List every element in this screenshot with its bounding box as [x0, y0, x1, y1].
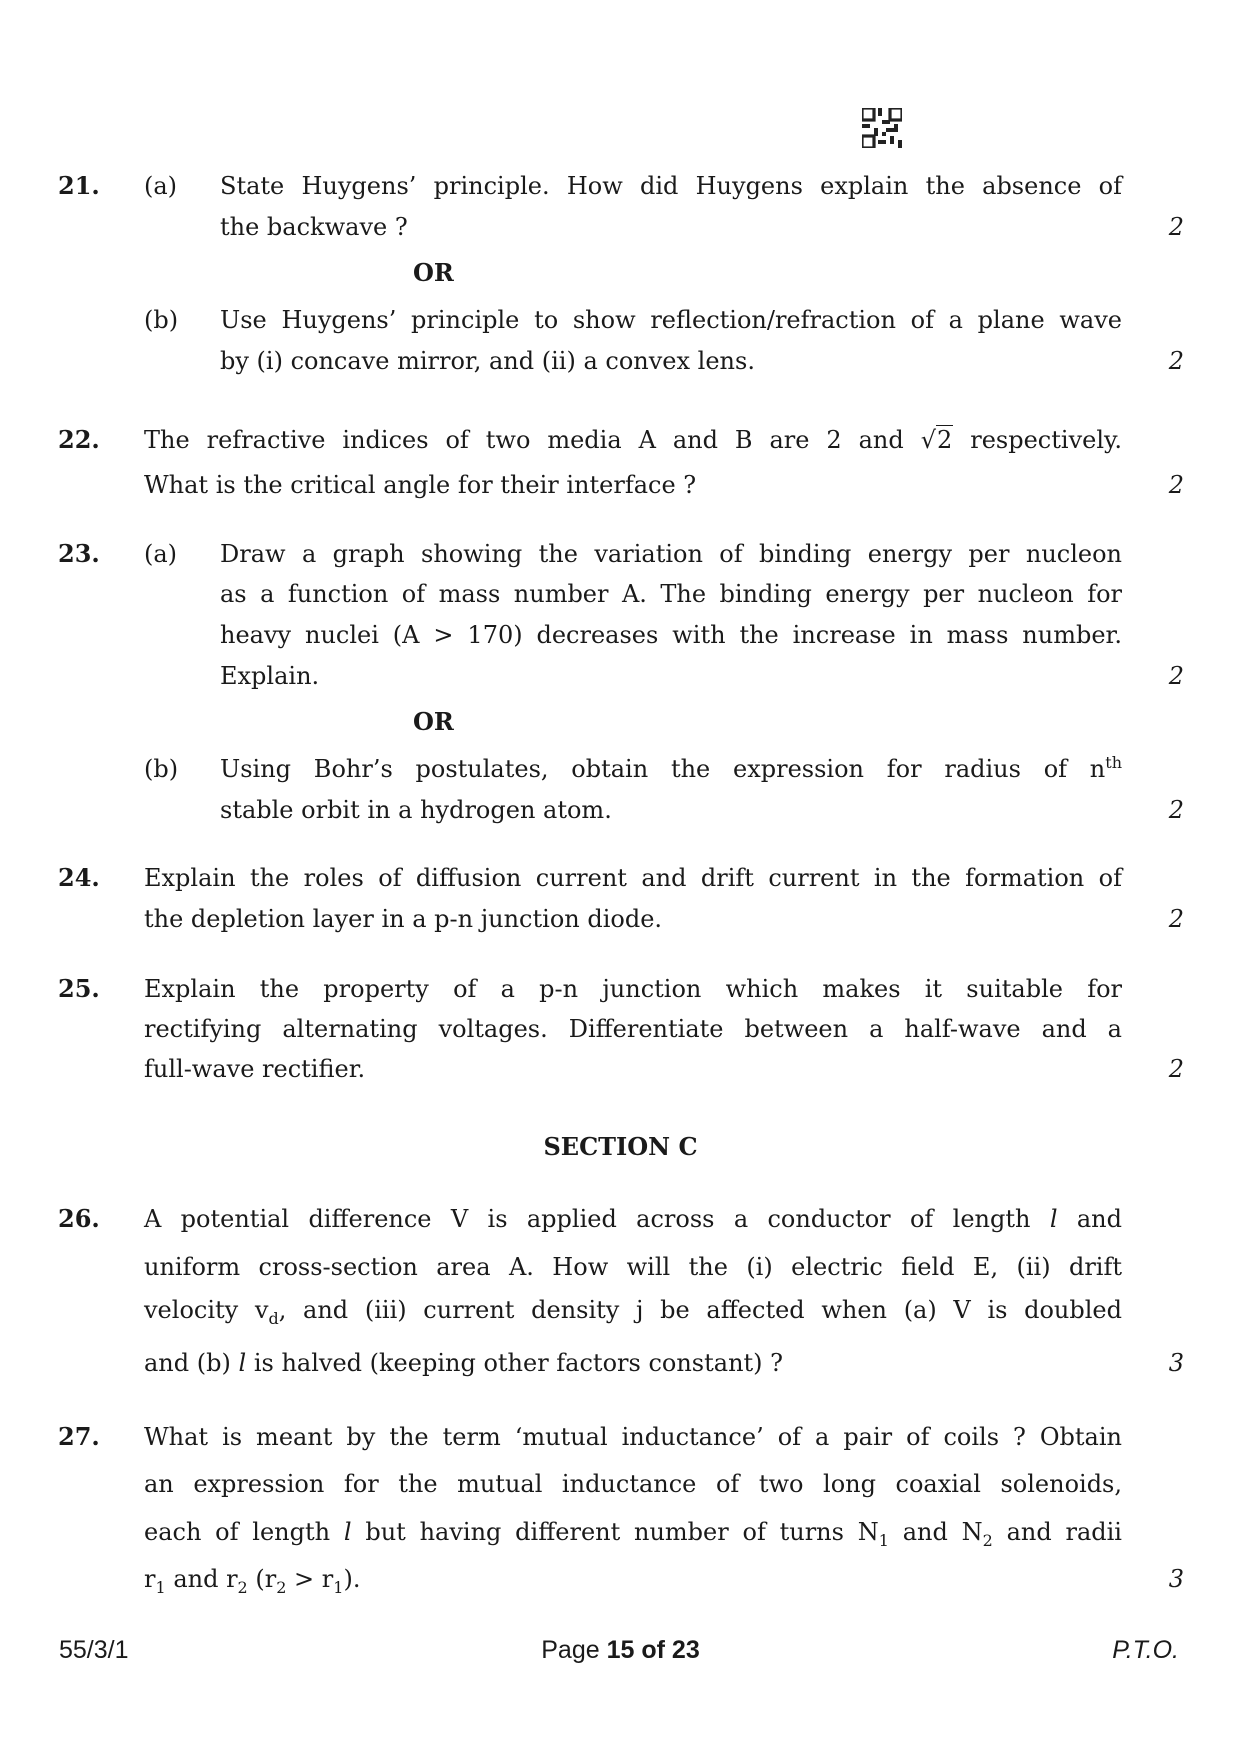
text: and (b): [144, 1349, 231, 1377]
sqrt-value: 2: [937, 426, 953, 454]
marks: 2: [1168, 347, 1184, 375]
question-text: [144, 1517, 1122, 1550]
question-text: the backwave ?: [220, 213, 408, 241]
question-text: as a function of mass number A. The binding energy per nucleon for: [220, 580, 1122, 608]
qr-code: [862, 108, 902, 148]
question-text: [144, 425, 1122, 455]
marks: 2: [1168, 796, 1184, 824]
marks: 2: [1168, 662, 1184, 690]
question-number: 27.: [58, 1422, 100, 1451]
question-text: [144, 1204, 1122, 1234]
or-divider: OR: [413, 258, 454, 287]
question-text: heavy nuclei (A > 170) decreases with the increase in mass number.: [220, 621, 1122, 649]
paper-code: 55/3/1: [59, 1636, 129, 1664]
part-label: (b): [144, 306, 179, 334]
text: but having different number of turns N: [365, 1518, 879, 1546]
question-text: Explain.: [220, 662, 320, 690]
text: 23: [671, 1636, 700, 1664]
question-number: 25.: [58, 974, 100, 1003]
marks: 2: [1168, 213, 1184, 241]
marks: 2: [1168, 1055, 1184, 1083]
symbol-l: l: [343, 1518, 352, 1546]
subscript: 2: [237, 1577, 248, 1597]
text: and r: [173, 1565, 238, 1593]
pto-label: P.T.O.: [1112, 1636, 1179, 1664]
sqrt-symbol: √: [920, 426, 937, 454]
question-text: an expression for the mutual inductance of two long coaxial solenoids,: [144, 1470, 1122, 1498]
text: ).: [343, 1565, 361, 1593]
part-label: (a): [144, 172, 178, 200]
section-heading: SECTION C: [543, 1132, 698, 1161]
symbol-l: l: [238, 1349, 247, 1377]
text: >: [294, 1565, 315, 1593]
question-text: [144, 1348, 1122, 1378]
subscript: d: [268, 1308, 279, 1328]
question-text: by (i) concave mirror, and (ii) a convex lens.: [220, 347, 755, 375]
page-number: [0, 1636, 1241, 1665]
question-number: 23.: [58, 539, 100, 568]
part-label: (a): [144, 540, 178, 568]
text: r: [144, 1565, 156, 1593]
symbol-l: l: [1049, 1205, 1058, 1233]
text: is halved (keeping other factors constant) ?: [253, 1349, 784, 1377]
superscript: th: [1105, 753, 1122, 772]
question-text: What is meant by the term ‘mutual inductance’ of a pair of coils ? Obtain: [144, 1423, 1122, 1451]
marks: 3: [1168, 1349, 1184, 1377]
question-text: Explain the property of a p-n junction which makes it suitable for: [144, 975, 1122, 1003]
text: (r: [255, 1565, 277, 1593]
question-text: uniform cross-section area A. How will the (i) electric field E, (ii) drift: [144, 1253, 1122, 1281]
question-number: 22.: [58, 425, 100, 454]
text: A potential difference V is applied across a conductor of length: [144, 1205, 1031, 1233]
text: and: [1076, 1205, 1122, 1233]
question-text: full-wave rectifier.: [144, 1055, 366, 1083]
question-text: Use Huygens’ principle to show reflection/refraction of a plane wave: [220, 306, 1122, 334]
question-number: 24.: [58, 863, 100, 892]
text: r: [321, 1565, 334, 1593]
text: Using Bohr’s postulates, obtain the expression for radius of n: [220, 755, 1106, 783]
text: 15: [606, 1636, 635, 1664]
subscript: 2: [276, 1577, 287, 1597]
question-text: Draw a graph showing the variation of binding energy per nucleon: [220, 540, 1122, 568]
text: and radii: [1006, 1518, 1122, 1546]
text: , and (iii) current density j be affected when (a) V is doubled: [278, 1296, 1122, 1324]
question-text: [144, 1295, 1122, 1328]
question-number: 21.: [58, 171, 100, 200]
marks: 3: [1168, 1565, 1184, 1593]
question-text: [144, 1564, 1122, 1597]
or-divider: OR: [413, 707, 454, 736]
text: velocity v: [144, 1296, 269, 1324]
question-text: [220, 754, 1122, 784]
subscript: 2: [982, 1530, 993, 1550]
subscript: 1: [333, 1577, 344, 1597]
part-label: (b): [144, 755, 179, 783]
text: and N: [902, 1518, 983, 1546]
marks: 2: [1168, 905, 1184, 933]
marks: 2: [1168, 471, 1184, 499]
question-text: Explain the roles of diffusion current and drift current in the formation of: [144, 864, 1122, 892]
text: each of length: [144, 1518, 331, 1546]
question-text: stable orbit in a hydrogen atom.: [220, 796, 612, 824]
question-number: 26.: [58, 1204, 100, 1233]
question-text: the depletion layer in a p-n junction diode.: [144, 905, 663, 933]
question-text: State Huygens’ principle. How did Huygens explain the absence of: [220, 172, 1122, 200]
text: The refractive indices of two media A and B are 2 and: [144, 426, 904, 454]
text: Page: [541, 1636, 600, 1664]
question-text: What is the critical angle for their interface ?: [144, 471, 697, 499]
subscript: 1: [878, 1530, 889, 1550]
subscript: 1: [155, 1577, 166, 1597]
text: respectively.: [970, 426, 1123, 454]
text: of: [641, 1636, 665, 1664]
question-text: rectifying alternating voltages. Differentiate between a half-wave and a: [144, 1015, 1122, 1043]
